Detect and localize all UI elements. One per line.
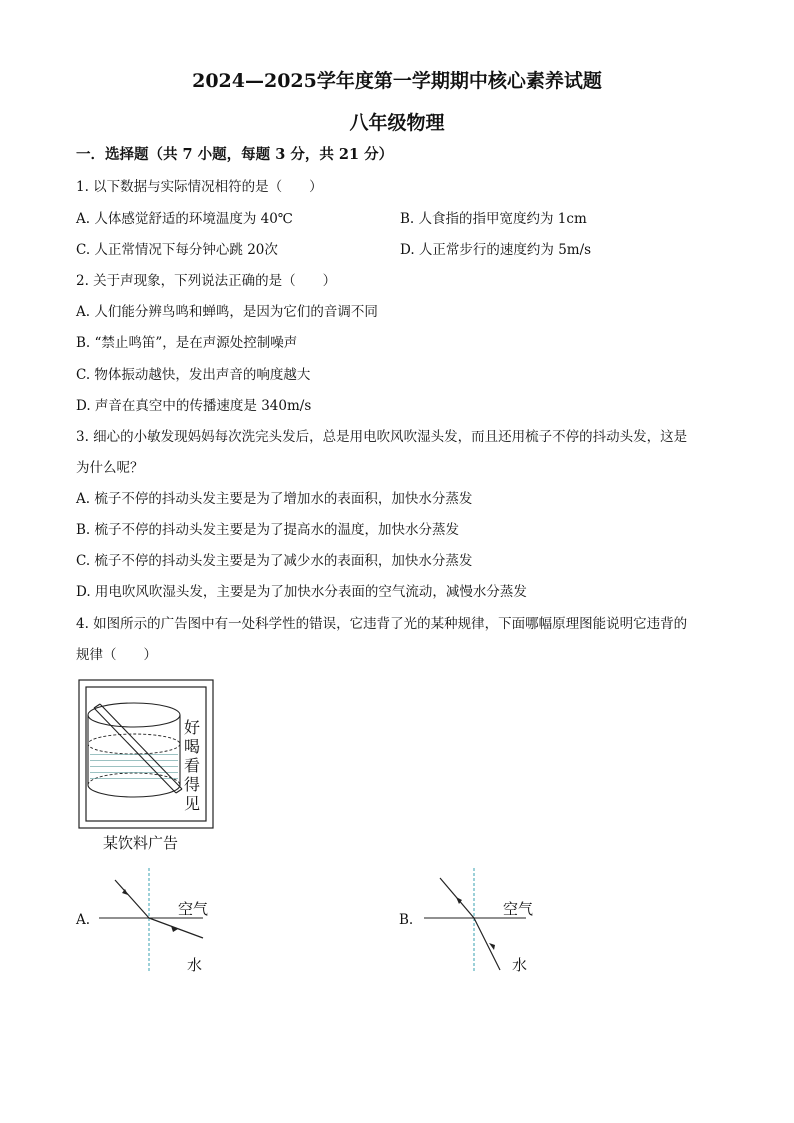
diagram-a-label: A. xyxy=(76,912,91,928)
diagram-a-air-label: 空气 xyxy=(178,900,209,918)
page-subtitle: 八年级物理 xyxy=(349,112,445,134)
question-2-option-a: A. 人们能分辨鸟鸣和蝉鸣，是因为它们的音调不同 xyxy=(76,304,378,320)
ad-slogan-char: 喝 xyxy=(184,737,201,756)
question-3-option-b: B. 梳子不停的抖动头发主要是为了提高水的温度，加快水分蒸发 xyxy=(76,522,460,538)
question-4-stem-line1: 4. 如图所示的广告图中有一处科学性的错误，它违背了光的某种规律，下面哪幅原理图能说明它违背的 xyxy=(76,616,688,632)
question-1-stem: 1. 以下数据与实际情况相符的是（ ） xyxy=(76,179,323,195)
ad-slogan-char: 看 xyxy=(184,756,201,775)
question-3-stem-line1: 3. 细心的小敏发现妈妈每次洗完头发后，总是用电吹风吹湿头发，而且还用梳子不停的抖动头发，这是 xyxy=(76,429,688,445)
question-1-option-a: A. 人体感觉舒适的环境温度为 40℃ xyxy=(76,211,293,227)
question-2-option-d: D. 声音在真空中的传播速度是 340m/s xyxy=(76,398,312,414)
question-1-option-b: B. 人食指的指甲宽度约为 1cm xyxy=(400,211,587,227)
page-title: 2024—2025学年度第一学期期中核心素养试题 xyxy=(192,70,602,92)
question-2-option-c: C. 物体振动越快，发出声音的响度越大 xyxy=(76,367,311,383)
question-4-stem-line2: 规律（ ） xyxy=(76,647,157,663)
diagram-b-water-label: 水 xyxy=(512,956,528,974)
question-2-stem: 2. 关于声现象，下列说法正确的是（ ） xyxy=(76,273,337,289)
diagram-a-refraction xyxy=(95,866,225,976)
question-1-option-d: D. 人正常步行的速度约为 5m/s xyxy=(400,242,592,258)
ad-caption: 某饮料广告 xyxy=(103,834,179,852)
ad-slogan-char: 见 xyxy=(184,794,201,813)
diagram-b-air-label: 空气 xyxy=(503,900,534,918)
question-2-option-b: B. “禁止鸣笛”，是在声源处控制噪声 xyxy=(76,335,298,351)
question-3-option-a: A. 梳子不停的抖动头发主要是为了增加水的表面积，加快水分蒸发 xyxy=(76,491,473,507)
question-3-option-d: D. 用电吹风吹湿头发，主要是为了加快水分表面的空气流动，减慢水分蒸发 xyxy=(76,584,527,600)
question-3-stem-line2: 为什么呢？ xyxy=(76,460,144,476)
question-1-option-c: C. 人正常情况下每分钟心跳 20次 xyxy=(76,242,278,258)
ad-slogan-char: 好 xyxy=(184,718,201,737)
ad-slogan xyxy=(184,718,202,813)
ad-slogan-char: 得 xyxy=(184,775,201,794)
diagram-a-water-label: 水 xyxy=(187,956,203,974)
question-3-option-c: C. 梳子不停的抖动头发主要是为了减少水的表面积，加快水分蒸发 xyxy=(76,553,473,569)
diagram-b-refraction xyxy=(420,866,550,976)
section-heading: 一．选择题（共 7 小题，每题 3 分，共 21 分） xyxy=(76,146,394,163)
diagram-b-label: B. xyxy=(399,912,414,928)
